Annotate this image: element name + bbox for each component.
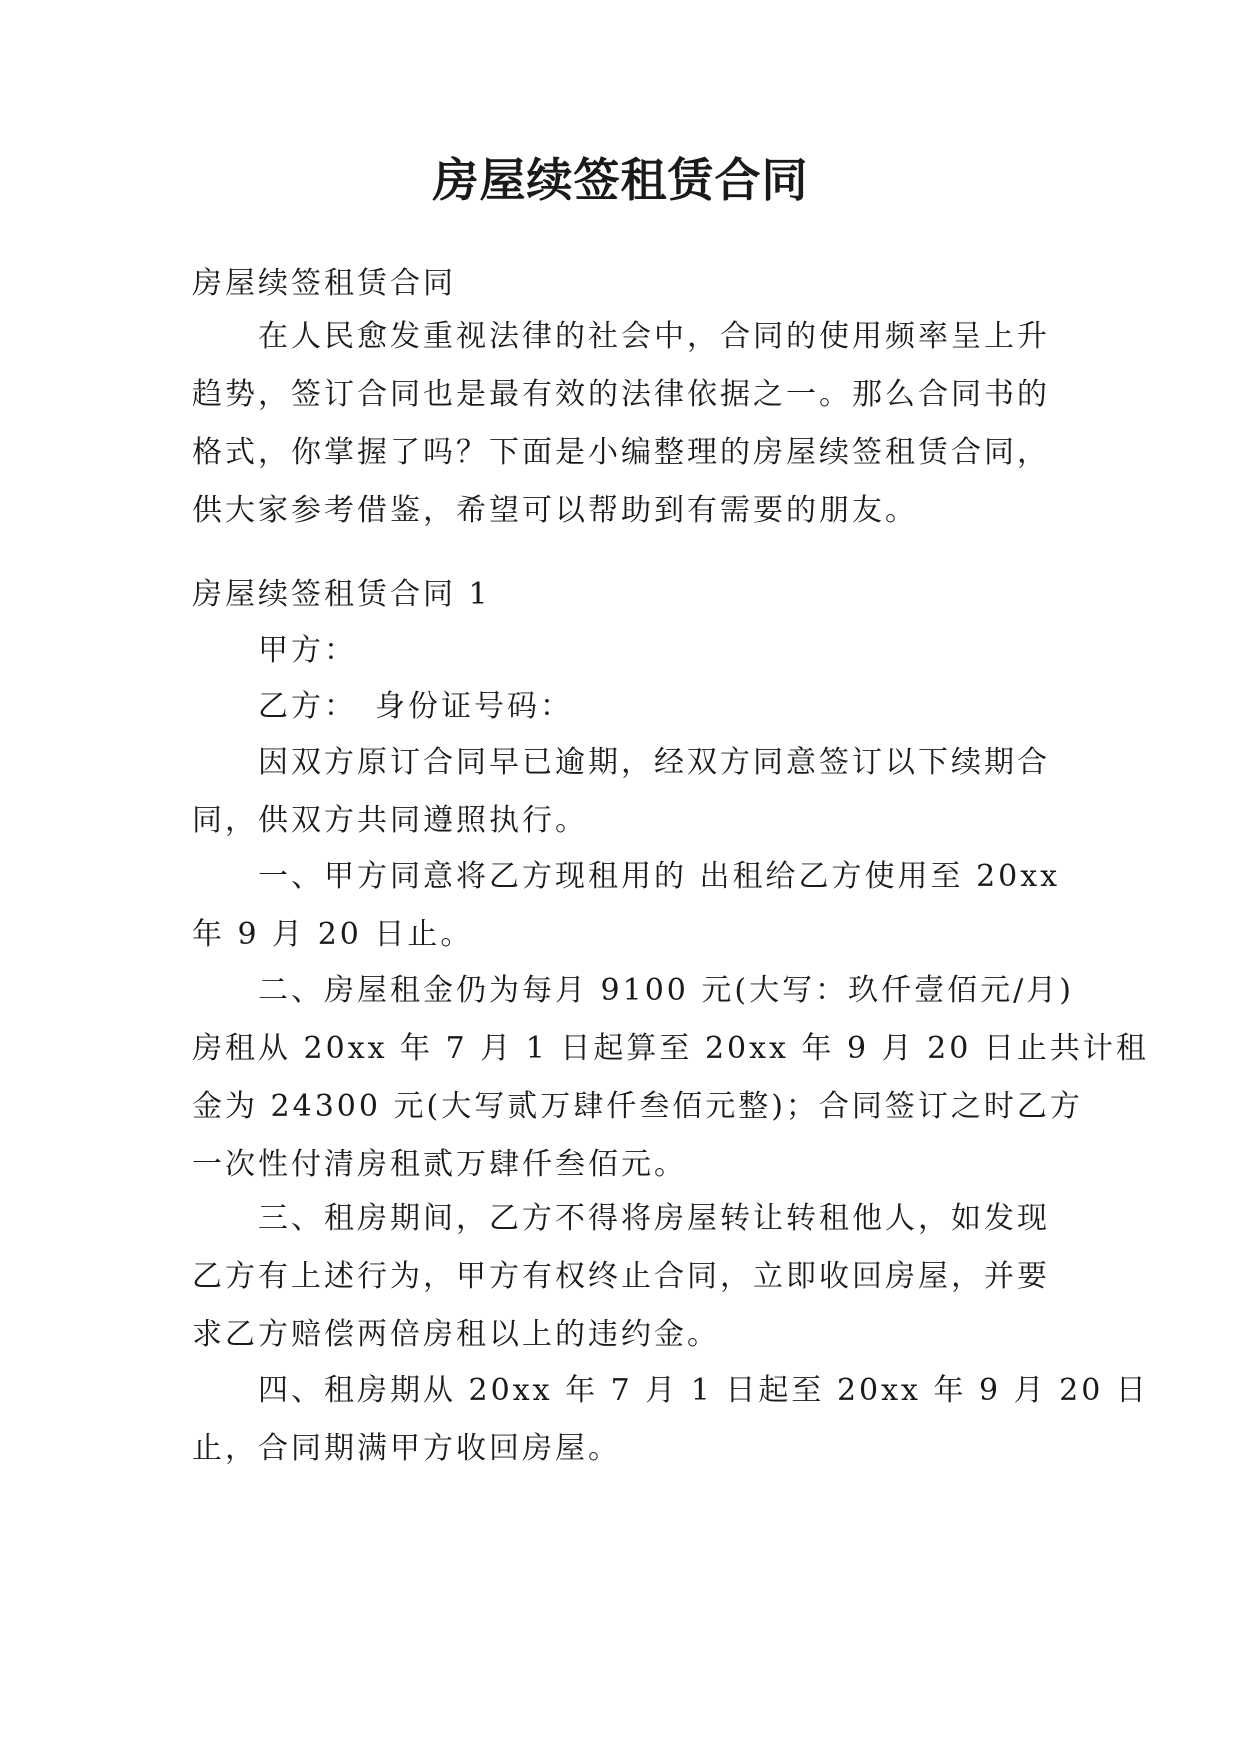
- clause-line: 二、房屋租金仍为每月 9100 元(大写：玖仟壹佰元/月): [258, 973, 1074, 1008]
- party-a: [192, 622, 1062, 680]
- section-heading: [192, 566, 1062, 624]
- subtitle-line: 房屋续签租赁合同: [192, 266, 456, 301]
- clause-preamble: [192, 734, 1062, 850]
- party-a-line: 甲方：: [258, 633, 357, 668]
- document-title: 房屋续签租赁合同: [432, 153, 809, 207]
- document-subtitle: [192, 255, 1062, 313]
- clause-line: 乙方有上述行为，甲方有权终止合同，立即收回房屋，并要: [192, 1259, 1050, 1294]
- clause-line: 止，合同期满甲方收回房屋。: [192, 1431, 621, 1466]
- intro-line: 供大家参考借鉴，希望可以帮助到有需要的朋友。: [192, 493, 918, 528]
- party-b-line: 乙方： 身份证号码：: [258, 689, 573, 724]
- clause-line: 金为 24300 元(大写贰万肆仟叁佰元整)；合同签订之时乙方: [192, 1089, 1083, 1124]
- intro-line: 格式，你掌握了吗？下面是小编整理的房屋续签租赁合同，: [192, 435, 1050, 470]
- clause-line: 一次性付清房租贰万肆仟叁佰元。: [192, 1147, 687, 1182]
- section-heading-line: 房屋续签租赁合同 1: [192, 577, 491, 612]
- clause-line: 求乙方赔偿两倍房租以上的违约金。: [192, 1317, 720, 1352]
- clause-line: 年 9 月 20 日止。: [192, 917, 474, 952]
- party-b: [192, 678, 1062, 736]
- intro-paragraph: [192, 308, 1062, 540]
- clause-line: 三、租房期间，乙方不得将房屋转让转租他人，如发现: [258, 1201, 1050, 1236]
- clause-1: [192, 848, 1062, 964]
- clause-line: 房租从 20xx 年 7 月 1 日起算至 20xx 年 9 月 20 日止共计租: [192, 1031, 1149, 1066]
- clause-4: [192, 1362, 1149, 1478]
- clause-2: [192, 962, 1149, 1194]
- intro-line: 趋势，签订合同也是最有效的法律依据之一。那么合同书的: [192, 377, 1050, 412]
- clause-line: 同，供双方共同遵照执行。: [192, 803, 588, 838]
- clause-3: [192, 1190, 1062, 1364]
- clause-line: 四、租房期从 20xx 年 7 月 1 日起至 20xx 年 9 月 20 日: [258, 1373, 1149, 1408]
- clause-line: 因双方原订合同早已逾期，经双方同意签订以下续期合: [258, 745, 1050, 780]
- clause-line: 一、甲方同意将乙方现租用的 出租给乙方使用至 20xx: [258, 859, 1061, 894]
- intro-line: 在人民愈发重视法律的社会中，合同的使用频率呈上升: [258, 319, 1050, 354]
